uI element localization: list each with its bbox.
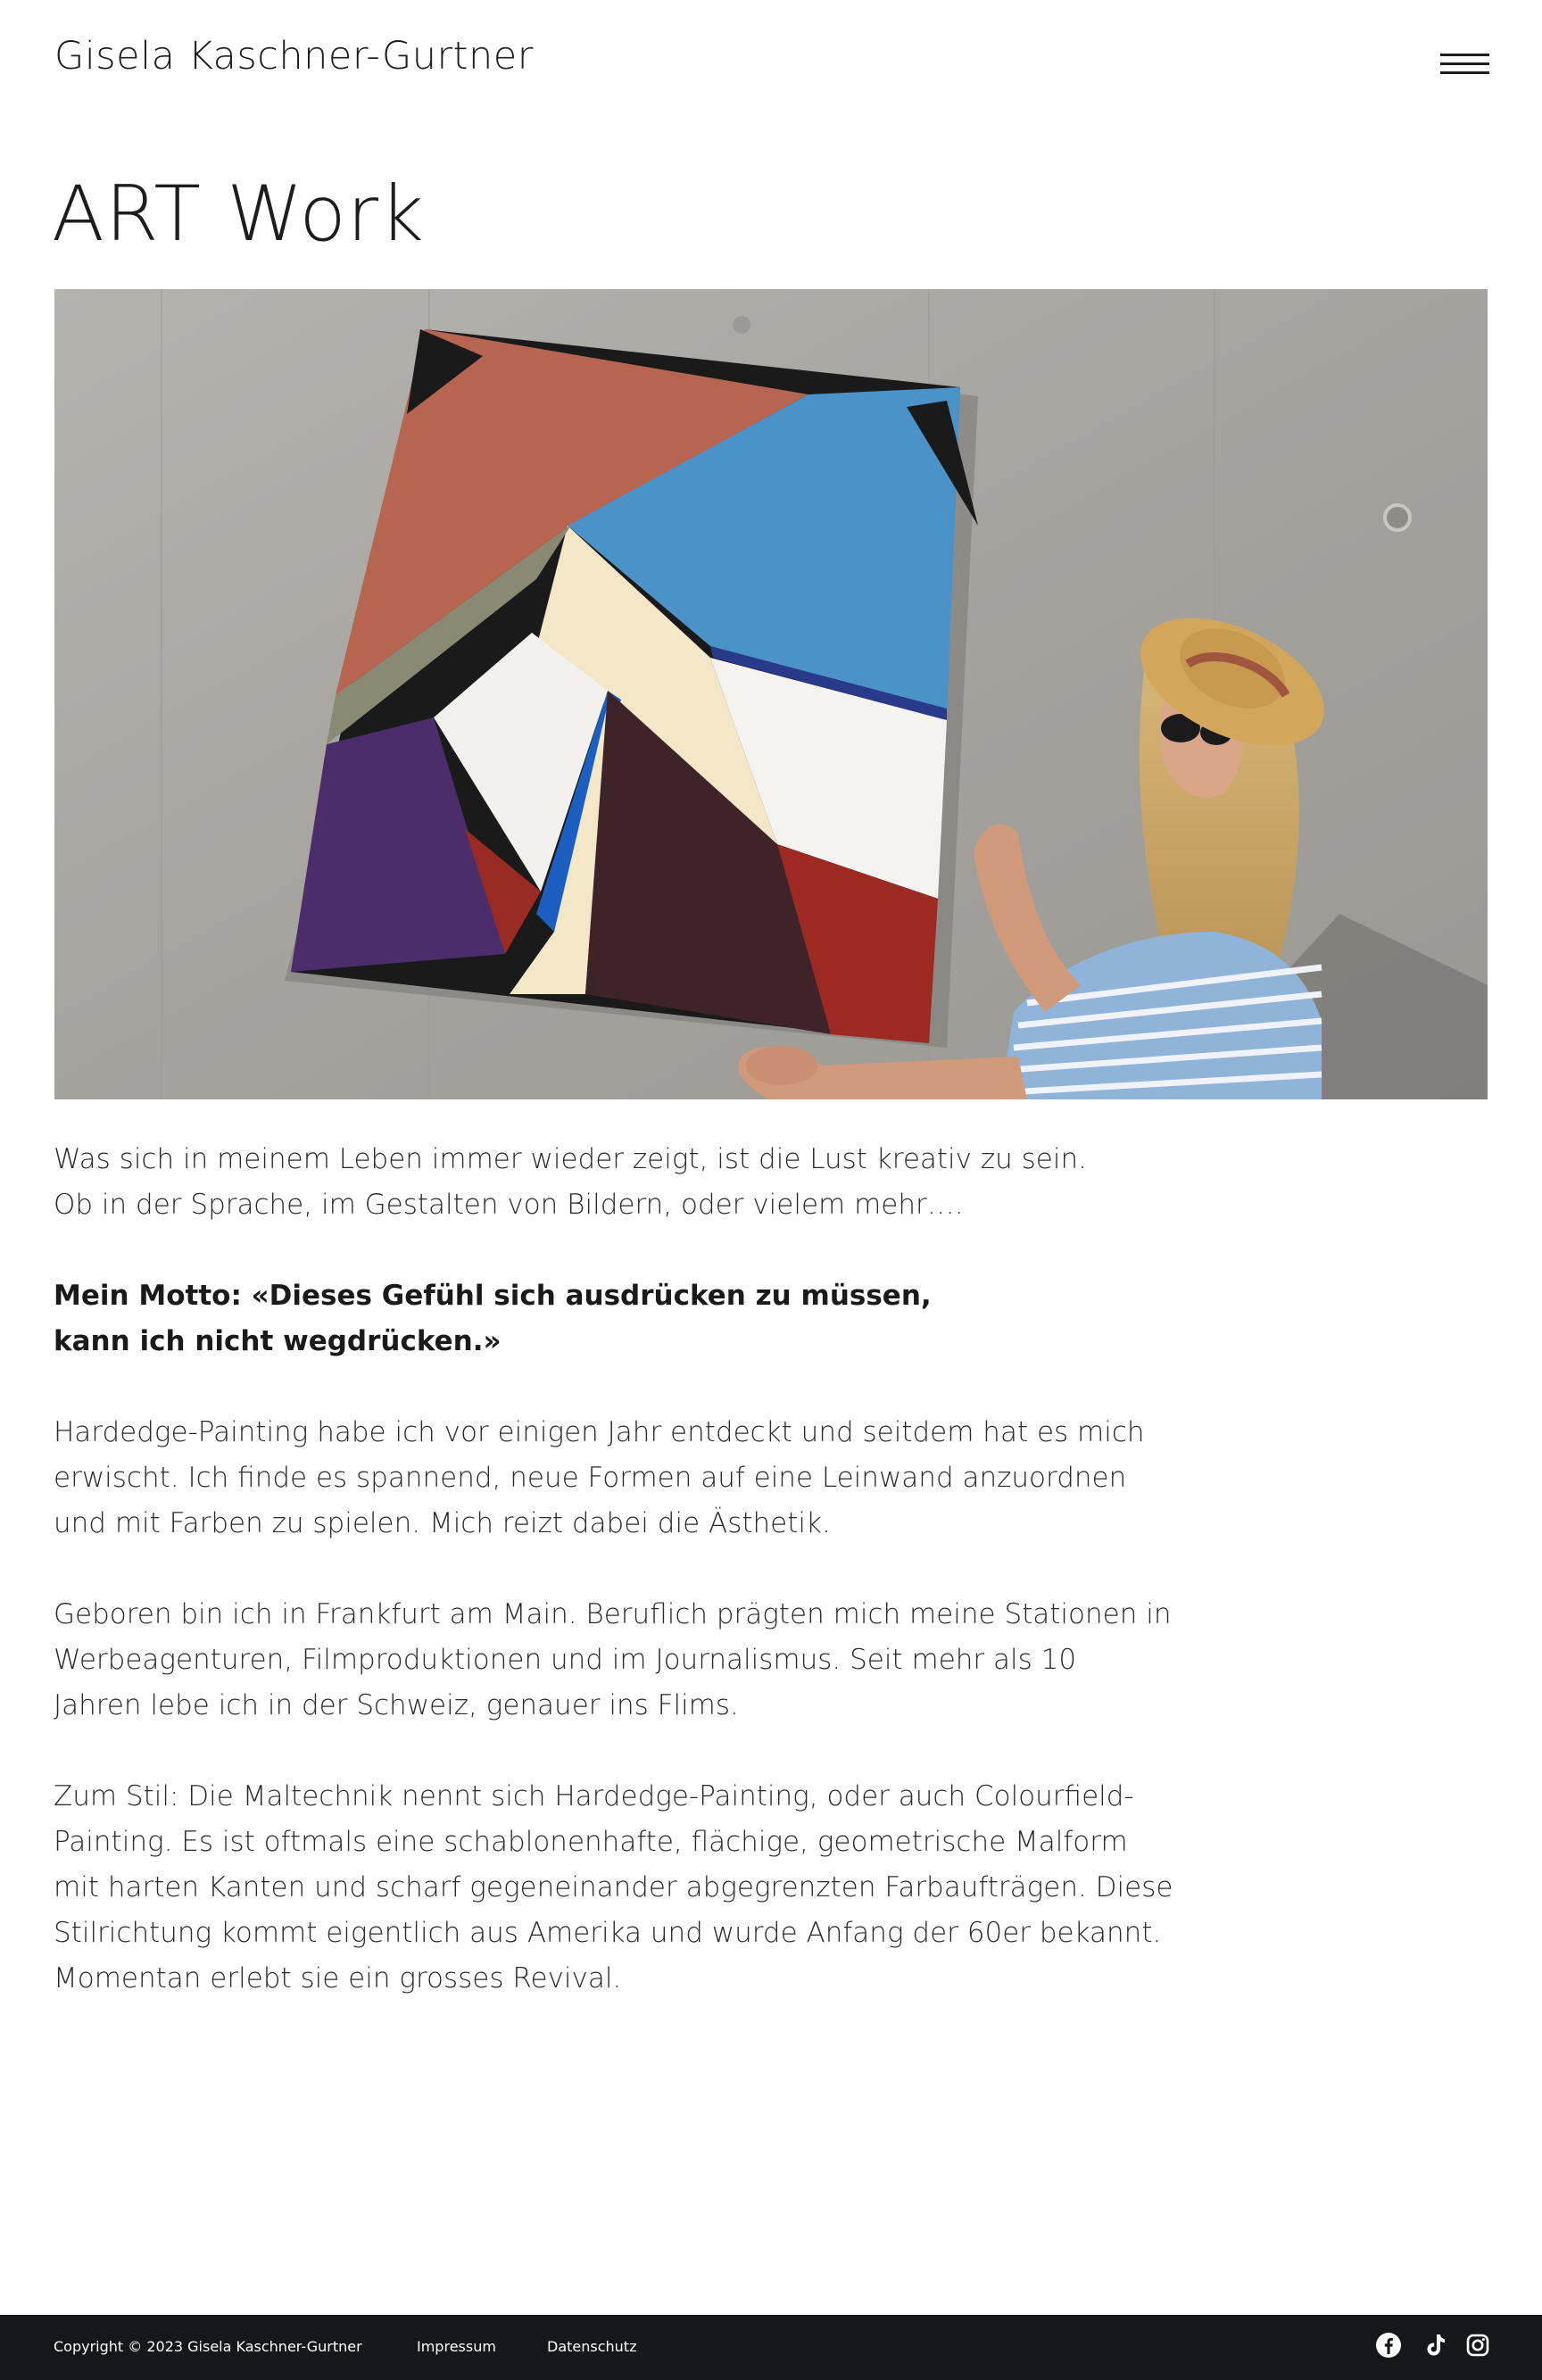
hamburger-menu-icon[interactable] xyxy=(1437,50,1490,79)
biography-paragraph xyxy=(54,1592,1172,1729)
text-line: Painting. Es ist oftmals eine schablonenhafte, flächige, geometrische Malform xyxy=(54,1826,1128,1858)
site-title-link[interactable]: Gisela Kaschner-Gurtner xyxy=(54,34,534,79)
site-footer xyxy=(0,2315,1542,2380)
style-paragraph xyxy=(54,1774,1173,2002)
text-line: Ob in der Sprache, im Gestalten von Bildern, oder vielem mehr…. xyxy=(54,1189,964,1221)
hardedge-paragraph xyxy=(54,1410,1169,1547)
site-header xyxy=(0,0,1542,125)
text-line: Geboren bin ich in Frankfurt am Main. Beruflich prägten mich meine Stationen in xyxy=(54,1598,1172,1630)
text-line: Werbeagenturen, Filmproduktionen und im Journalismus. Seit mehr als 10 xyxy=(54,1644,1077,1676)
text-line: Jahren lebe ich in der Schweiz, genauer ins Flims. xyxy=(54,1689,739,1721)
page-title: ART Work xyxy=(52,170,425,259)
text-line: Stilrichtung kommt eigentlich aus Amerika und wurde Anfang der 60er bekannt. xyxy=(54,1917,1162,1949)
text-line: Was sich in meinem Leben immer wieder zeigt, ist die Lust kreativ zu sein. xyxy=(54,1143,1087,1175)
impressum-link[interactable]: Impressum xyxy=(417,2338,496,2355)
tiktok-icon[interactable] xyxy=(1421,2331,1449,2359)
menu-bar xyxy=(1440,62,1489,65)
hero-image xyxy=(54,289,1488,1099)
text-line: Hardedge-Painting habe ich vor einigen Jahr entdeckt und seitdem hat es mich xyxy=(54,1416,1145,1448)
facebook-icon[interactable] xyxy=(1374,2331,1403,2359)
text-line: Zum Stil: Die Maltechnik nennt sich Hardedge-Painting, oder auch Colourfield- xyxy=(54,1780,1134,1812)
copyright-text: Copyright © 2023 Gisela Kaschner-Gurtner xyxy=(54,2338,362,2355)
menu-bar xyxy=(1440,54,1489,56)
text-line: erwischt. Ich finde es spannend, neue Formen auf eine Leinwand anzuordnen xyxy=(54,1462,1127,1494)
datenschutz-link[interactable]: Datenschutz xyxy=(547,2338,637,2355)
menu-bar xyxy=(1440,71,1489,74)
motto-paragraph xyxy=(54,1273,1169,1364)
instagram-icon[interactable] xyxy=(1463,2331,1492,2359)
motto-line: kann ich nicht wegdrücken.» xyxy=(54,1325,502,1357)
text-line: und mit Farben zu spielen. Mich reizt dabei die Ästhetik. xyxy=(54,1507,831,1539)
text-line: mit harten Kanten und scharf gegeneinander abgegrenzten Farbaufträgen. Diese xyxy=(54,1871,1173,1903)
intro-paragraph xyxy=(54,1137,1169,1228)
motto-line: Mein Motto: «Dieses Gefühl sich ausdrücken zu müssen, xyxy=(54,1280,932,1312)
text-line: Momentan erlebt sie ein grosses Revival. xyxy=(54,1962,622,1994)
main-content xyxy=(54,1137,1173,2047)
